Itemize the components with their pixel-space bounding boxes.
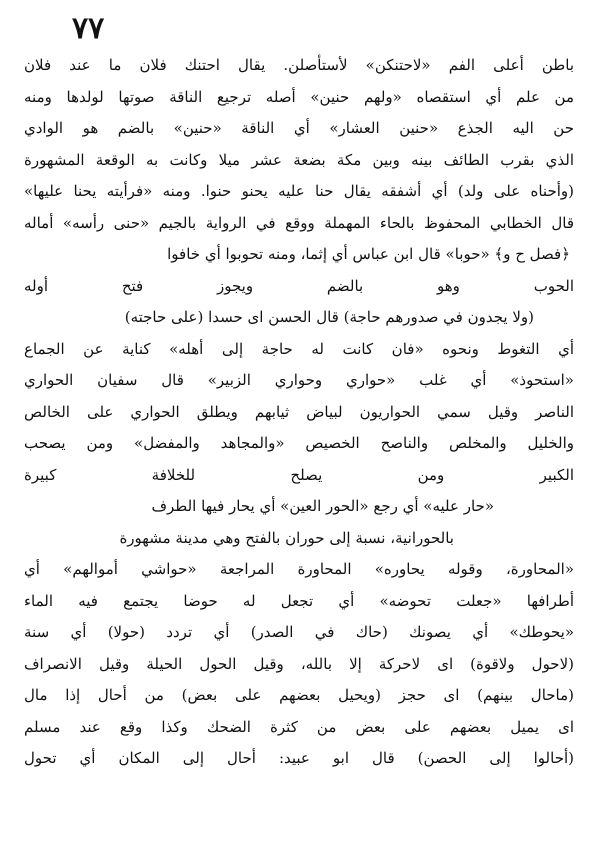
text-line: الحوب وهو بالضم ويجوز فتح أوله [24,276,574,295]
text-line: الذي بقرب الطائف بينه وبين مكة بضعة عشر ميلا وكانت به الوقعة المشهورة [24,150,574,169]
text-line: اى يميل بعضهم على بعض من كثرة الضحك وكذا وقع عند مسلم [24,717,574,736]
text-line: «حار عليه» أي رجع «الحور العين» أي يحار فيها الطرف [151,497,494,515]
text-line: (أحالوا إلى الحصن) قال ابو عبيد: أحال إلى المكان أي تحول [24,749,574,767]
text-line: والخليل والمخلص والناصح الخصيص «والمجاهد والمفضل» ومن يصحب [24,434,574,452]
text-line: من علم أي استقصاه «ولهم حنين» أصله ترجيع الناقة صوتها لولدها ومنه [24,87,574,106]
text-line: باطن أعلى الفم «لاحتنكن» لأستأصلن. يقال احتنك فلان ما عند فلان [24,56,574,74]
text-line: الكبير ومن يصلح للخلافة كبيرة [24,465,574,484]
text-line: «استحوذ» أي غلب «حواري وحواري الزبير» قال سفيان الحواري [24,371,574,389]
text-line: «المحاورة، وقوله يحاوره» المحاورة المراجعة «حواشي أموالهم» أي [24,560,574,578]
text-line: ﴿فصل ح و﴾ «حوبا» قال ابن عباس أي إثما، ومنه تحوبوا أي خافوا [167,245,570,263]
text-line: حن اليه الجذع «حنين العشار» أي الناقة «حنين» بالضم هو الوادي [24,119,574,137]
page-number: ٧٧ [72,11,105,46]
text-line: (ماحال بينهم) اى حجز (ويحيل بعضهم على بعض) من أحال إذا مال [24,686,574,704]
text-line: «يحوطك» أي يصونك (حاك في الصدر) أي تردد (حولا) أي سنة [24,623,574,641]
text-line: الناصر وقيل سمي الحواريون لبياض ثيابهم ويطلق الحواري على الخالص [24,402,574,421]
text-body [24,50,574,775]
text-line: بالحورانية، نسبة إلى حوران بالفتح وهي مدينة مشهورة [119,528,454,547]
text-line: (وأحناه على ولد) أي أشفقه يقال حنا عليه يحنو حنوا. ومنه «فرأيته يحنا عليها» [24,182,574,200]
text-line: أطرافها «جعلت تحوضه» أي تجعل له حوضا يجتمع فيه الماء [24,591,574,610]
text-line: قال الخطابي المحفوظ بالحاء المهملة ووقع في الرواية بالجيم «حنى رأسه» أماله [24,213,574,232]
text-line: أي التغوط ونحوه «فان كانت له حاجة إلى أهله» كناية عن الجماع [24,339,574,358]
text-line: (لاحول ولاقوة) اى لاحركة إلا بالله، وقيل الحول الحيلة وقيل الانصراف [24,654,574,673]
text-line: (ولا يجدون في صدورهم حاجة) قال الحسن اى حسدا (على حاجته) [124,308,534,326]
